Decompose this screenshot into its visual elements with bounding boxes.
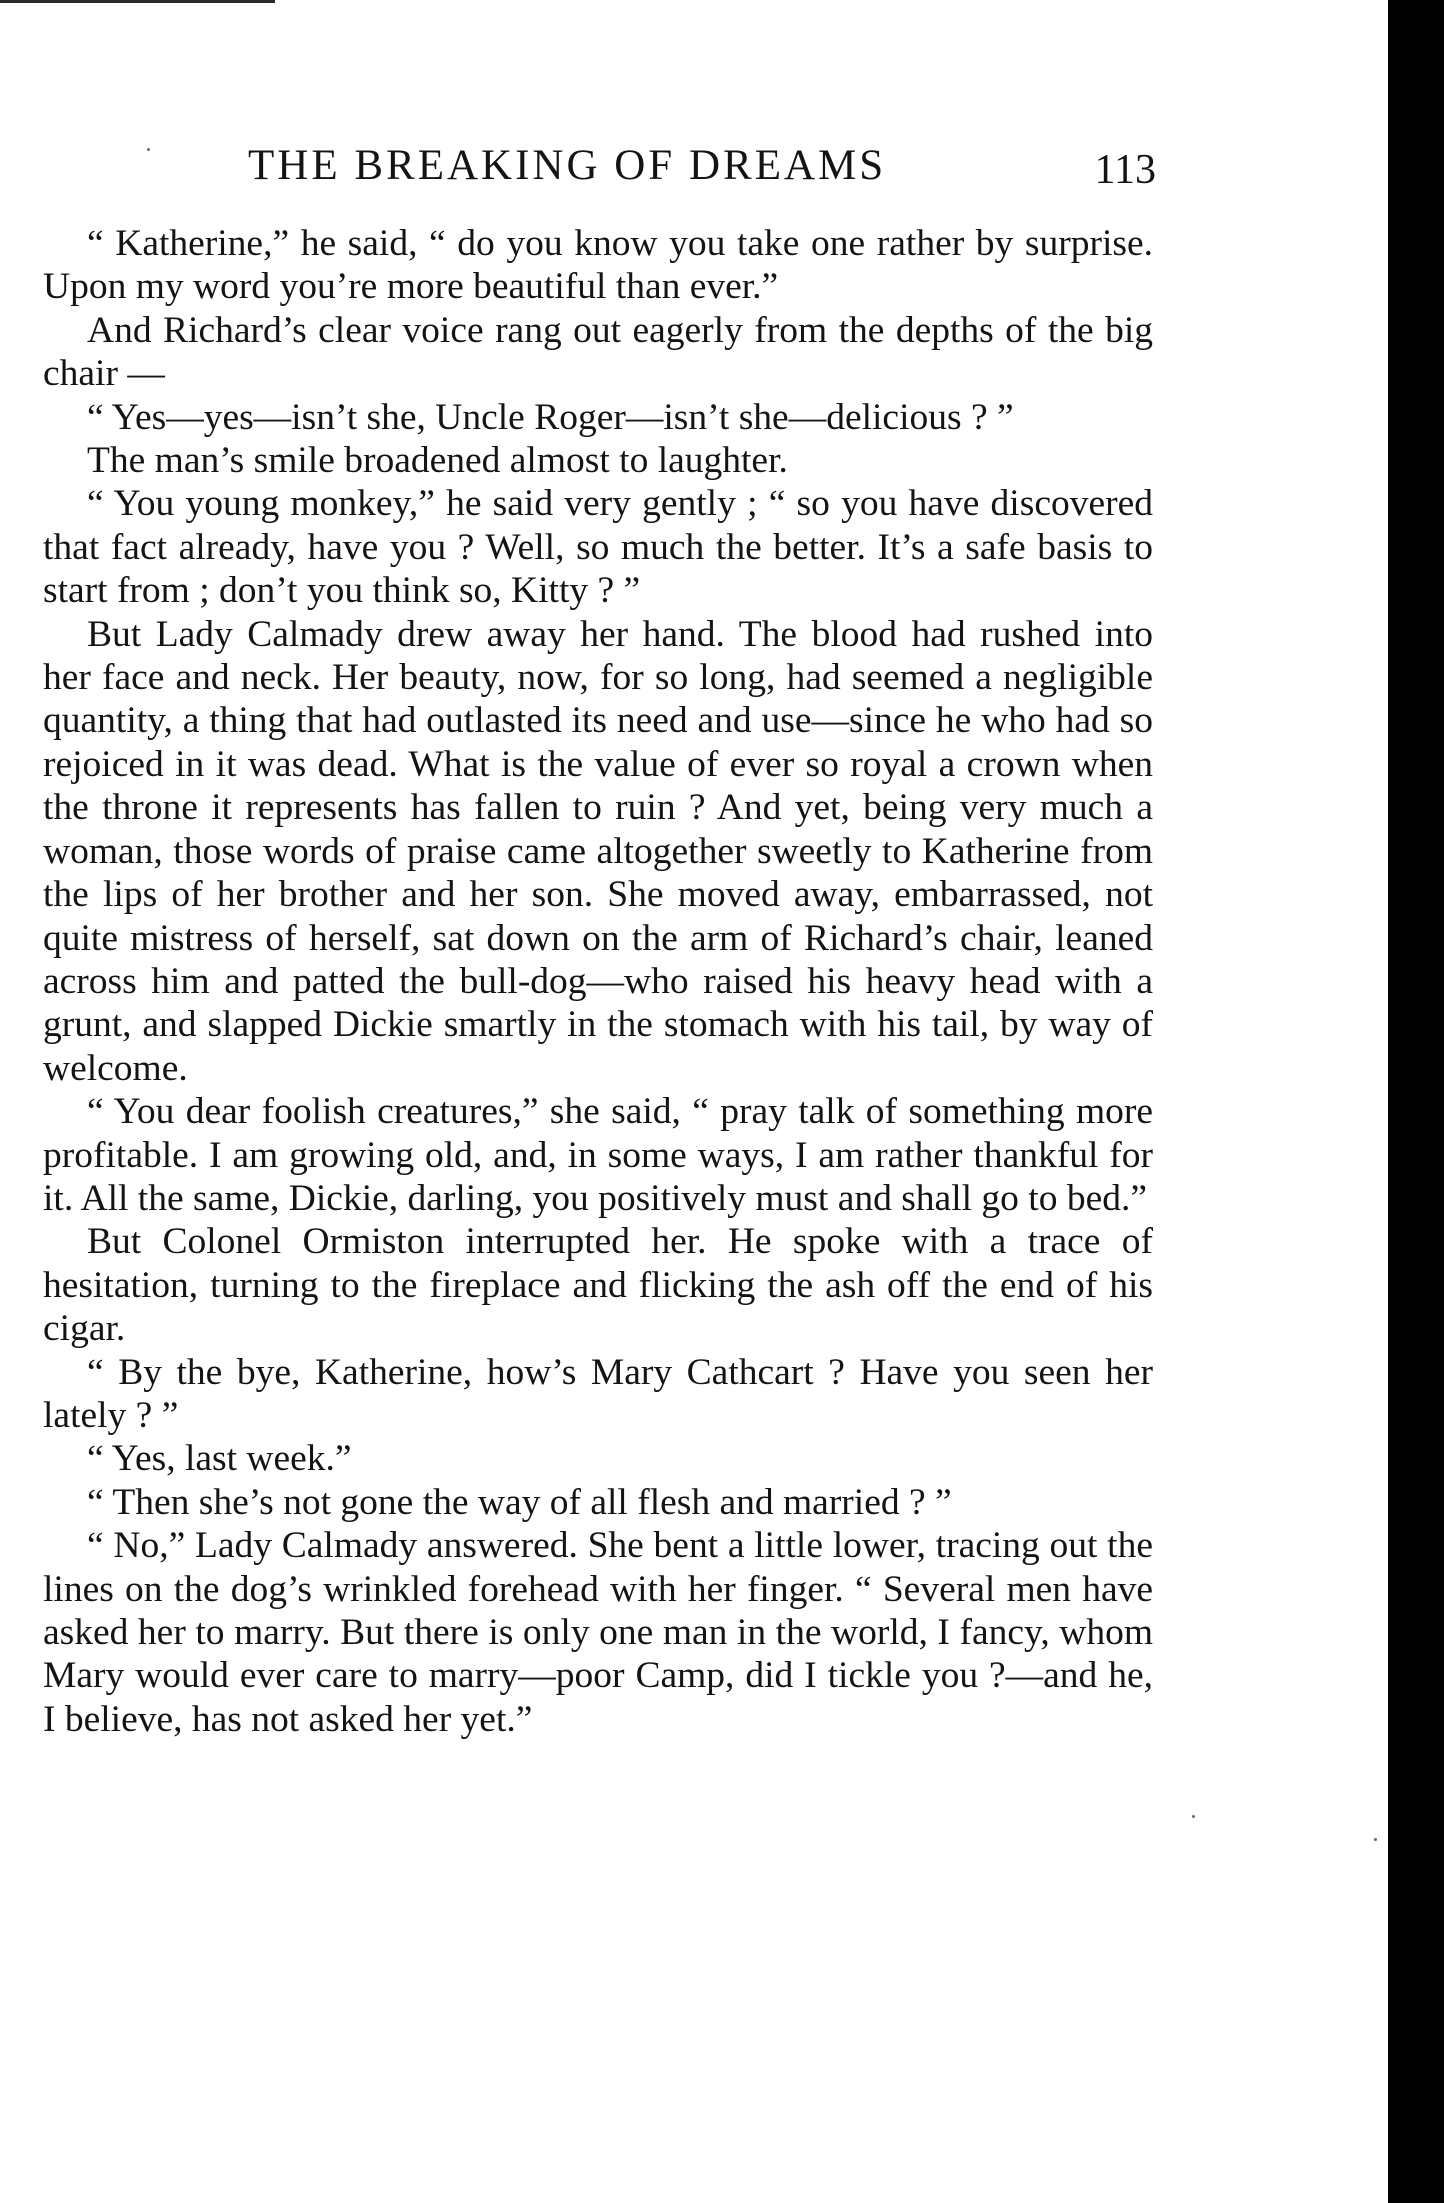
paragraph: “ Then she’s not gone the way of all flesh and married ? ” (87, 1481, 952, 1523)
paragraph: “ Yes, last week.” (87, 1438, 352, 1480)
paragraph: “ By the bye, Katherine, how’s Mary Cathcart ? Have you seen her lately ? ” (43, 1351, 1153, 1436)
paragraph: But Lady Calmady drew away her hand. The blood had rushed into her face and neck. Her beauty, now, for so long, had seemed a negligible quantity, a thing that had outlasted its need and use—since he who had so rejoiced in it was dead. What is the value of ever so royal a crown when the throne it represents has fallen to ruin ? And yet, being very much a woman, those words of praise came altogether sweetly to Katherine from the lips of her brother and her son. She moved away, embarrassed, not quite mistress of herself, sat down on the arm of Richard’s chair, leaned across him and patted the bull-dog—who raised his heavy head with a grunt, and slapped Dickie smartly in the stomach with his tail, by way of welcome. (43, 613, 1153, 1089)
paragraph: “ Yes—yes—isn’t she, Uncle Roger—isn’t she—delicious ? ” (87, 396, 1014, 438)
paragraph: “ You dear foolish creatures,” she said, “ pray talk of something more profitable. I am growing old, and, in some ways, I am rather thankful for it. All the same, Dickie, darling, you positively must and shall go to bed.” (43, 1091, 1153, 1219)
speck (1192, 1815, 1195, 1818)
paragraph: But Colonel Ormiston interrupted her. He spoke with a trace of hesitation, turning to the fireplace and flicking the ash off the end of his cigar. (43, 1221, 1153, 1350)
paragraph: “ You young monkey,” he said very gently ; “ so you have discovered that fact already, have you ? Well, so much the better. It’s a safe basis to start from ; don’t you think so, Kitty ? ” (43, 483, 1153, 612)
scan-edge-shadow (1388, 0, 1444, 2203)
book-page (43, 130, 1156, 1741)
paragraph: And Richard’s clear voice rang out eagerly from the depths of the big chair — (43, 309, 1153, 395)
paragraph: The man’s smile broadened almost to laughter. (87, 440, 788, 482)
page-number: 113 (1094, 147, 1156, 193)
running-head (43, 130, 1156, 210)
running-head-title: THE BREAKING OF DREAMS (248, 142, 887, 189)
body-text (43, 222, 1153, 1741)
top-edge-rule (0, 0, 275, 3)
speck (1374, 1838, 1377, 1841)
paragraph: “ Katherine,” he said, “ do you know you take one rather by surprise. Upon my word you’re more beautiful than ever.” (43, 223, 1153, 308)
paragraph: “ No,” Lady Calmady answered. She bent a little lower, tracing out the lines on the dog’s wrinkled forehead with her finger. “ Several men have asked her to marry. But there is only one man in the world, I fancy, whom Mary would ever care to marry—poor Camp, did I tickle you ?—and he, I believe, has not asked her yet.” (43, 1525, 1153, 1740)
